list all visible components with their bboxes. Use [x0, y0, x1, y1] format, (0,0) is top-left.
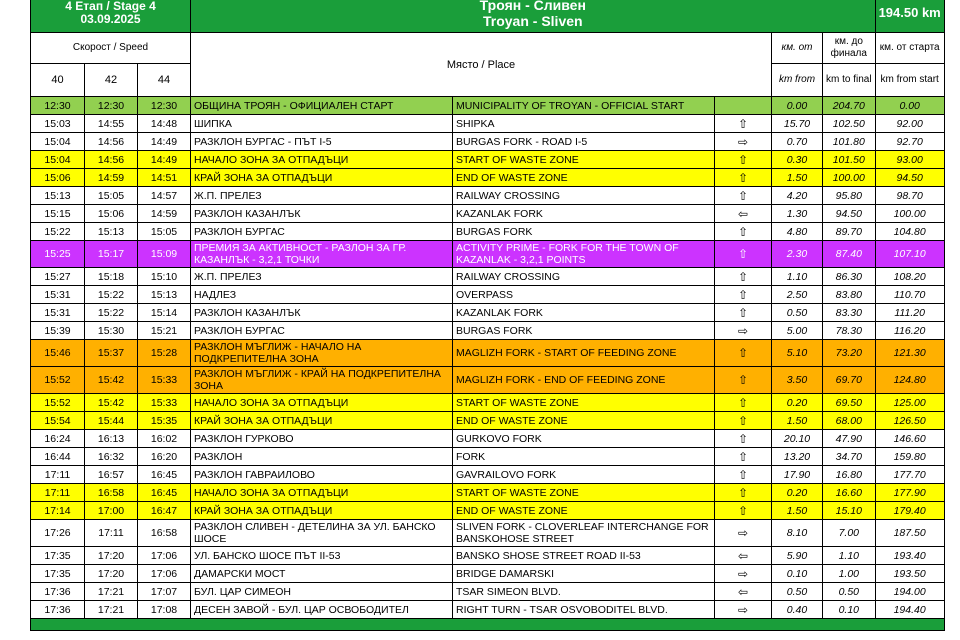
km-start-cell: 0.00: [875, 97, 944, 115]
km-start-cell: 98.70: [875, 187, 944, 205]
km-to-cell: 0.10: [823, 601, 876, 619]
place-bg-cell: РАЗКЛОН БУРГАС - ПЪТ I-5: [191, 133, 453, 151]
table-row: [31, 205, 945, 223]
time-42-cell: 12:30: [85, 97, 138, 115]
time-40-cell: 15:22: [31, 223, 85, 241]
place-bg-cell: ПРЕМИЯ ЗА АКТИВНОСТ - РАЗЛОН ЗА ГР. КАЗАНЛЪК - 3,2,1 ТОЧКИ: [191, 241, 453, 268]
direction-icon: ⇧: [715, 484, 772, 502]
route-title-bg: Троян - Сливен: [479, 0, 586, 13]
table-row: [31, 520, 945, 547]
time-42-cell: 15:05: [85, 187, 138, 205]
place-en-cell: ACTIVITY PRIME - FORK FOR THE TOWN OF KAZANLAK - 3,2,1 POINTS: [453, 241, 715, 268]
time-44-cell: 15:35: [138, 412, 191, 430]
km-to-cell: 68.00: [823, 412, 876, 430]
direction-icon: ⇧: [715, 394, 772, 412]
time-42-cell: 17:20: [85, 547, 138, 565]
km-from-cell: 1.50: [772, 502, 823, 520]
time-42-cell: 15:42: [85, 367, 138, 394]
km-start-cell: 94.50: [875, 169, 944, 187]
time-40-cell: 15:52: [31, 394, 85, 412]
time-42-cell: 15:13: [85, 223, 138, 241]
km-to-cell: 47.90: [823, 430, 876, 448]
km-to-header-bg: км. до финала: [823, 33, 876, 64]
footer-band-cell: [31, 619, 945, 631]
time-44-cell: 17:07: [138, 583, 191, 601]
time-40-cell: 17:11: [31, 466, 85, 484]
time-42-cell: 16:57: [85, 466, 138, 484]
km-from-header-en: km from: [772, 64, 823, 97]
km-to-cell: 78.30: [823, 322, 876, 340]
table-row: [31, 583, 945, 601]
km-to-cell: 101.50: [823, 151, 876, 169]
time-40-cell: 15:39: [31, 322, 85, 340]
direction-icon: ⇦: [715, 583, 772, 601]
km-from-cell: 0.20: [772, 484, 823, 502]
km-to-cell: 86.30: [823, 268, 876, 286]
time-40-cell: 17:35: [31, 565, 85, 583]
place-en-cell: END OF WASTE ZONE: [453, 502, 715, 520]
place-en-cell: GURKOVO FORK: [453, 430, 715, 448]
speed-42-header: 42: [85, 64, 138, 97]
km-to-cell: 87.40: [823, 241, 876, 268]
km-start-cell: 104.80: [875, 223, 944, 241]
km-start-cell: 110.70: [875, 286, 944, 304]
place-en-cell: START OF WASTE ZONE: [453, 151, 715, 169]
km-from-cell: 0.20: [772, 394, 823, 412]
table-row: [31, 187, 945, 205]
km-start-cell: 108.20: [875, 268, 944, 286]
time-42-cell: 15:18: [85, 268, 138, 286]
km-to-cell: 73.20: [823, 340, 876, 367]
direction-icon: ⇧: [715, 412, 772, 430]
direction-icon: ⇧: [715, 241, 772, 268]
km-from-cell: 2.30: [772, 241, 823, 268]
km-to-cell: 102.50: [823, 115, 876, 133]
km-start-cell: 159.80: [875, 448, 944, 466]
place-bg-cell: Ж.П. ПРЕЛЕЗ: [191, 187, 453, 205]
time-44-cell: 14:48: [138, 115, 191, 133]
place-en-cell: RAILWAY CROSSING: [453, 268, 715, 286]
time-44-cell: 15:13: [138, 286, 191, 304]
direction-icon: ⇧: [715, 502, 772, 520]
time-40-cell: 15:04: [31, 151, 85, 169]
km-to-cell: 83.80: [823, 286, 876, 304]
table-row: [31, 394, 945, 412]
km-to-cell: 83.30: [823, 304, 876, 322]
direction-icon: [715, 97, 772, 115]
time-42-cell: 15:44: [85, 412, 138, 430]
km-start-cell: 193.50: [875, 565, 944, 583]
time-40-cell: 12:30: [31, 97, 85, 115]
km-start-cell: 177.90: [875, 484, 944, 502]
time-44-cell: 15:05: [138, 223, 191, 241]
place-en-cell: BANSKO SHOSE STREET ROAD II-53: [453, 547, 715, 565]
km-start-header-en: km from start: [875, 64, 944, 97]
km-from-cell: 8.10: [772, 520, 823, 547]
direction-icon: ⇧: [715, 304, 772, 322]
km-from-cell: 20.10: [772, 430, 823, 448]
km-from-cell: 13.20: [772, 448, 823, 466]
table-row: [31, 286, 945, 304]
time-40-cell: 15:46: [31, 340, 85, 367]
table-row: [31, 466, 945, 484]
km-to-header-en: km to final: [823, 64, 876, 97]
table-row: [31, 502, 945, 520]
direction-icon: ⇨: [715, 520, 772, 547]
time-42-cell: 15:17: [85, 241, 138, 268]
time-40-cell: 17:11: [31, 484, 85, 502]
km-from-cell: 2.50: [772, 286, 823, 304]
place-en-cell: RIGHT TURN - TSAR OSVOBODITEL BLVD.: [453, 601, 715, 619]
time-44-cell: 15:14: [138, 304, 191, 322]
km-from-cell: 0.70: [772, 133, 823, 151]
km-to-cell: 89.70: [823, 223, 876, 241]
place-en-cell: BRIDGE DAMARSKI: [453, 565, 715, 583]
time-42-cell: 14:56: [85, 151, 138, 169]
time-40-cell: 15:27: [31, 268, 85, 286]
time-42-cell: 17:00: [85, 502, 138, 520]
time-42-cell: 17:20: [85, 565, 138, 583]
itinerary-table: [30, 0, 945, 631]
table-row: [31, 367, 945, 394]
km-to-cell: 7.00: [823, 520, 876, 547]
time-42-cell: 15:37: [85, 340, 138, 367]
km-start-header-bg: км. от старта: [875, 33, 944, 64]
time-42-cell: 17:21: [85, 583, 138, 601]
place-bg-cell: НАЧАЛО ЗОНА ЗА ОТПАДЪЦИ: [191, 484, 453, 502]
time-42-cell: 16:13: [85, 430, 138, 448]
km-to-cell: 16.80: [823, 466, 876, 484]
place-bg-cell: РАЗКЛОН МЪГЛИЖ - КРАЙ НА ПОДКРЕПИТЕЛНА ЗОНА: [191, 367, 453, 394]
km-start-cell: 116.20: [875, 322, 944, 340]
km-start-cell: 93.00: [875, 151, 944, 169]
time-40-cell: 17:36: [31, 583, 85, 601]
time-44-cell: 15:21: [138, 322, 191, 340]
km-from-cell: 1.10: [772, 268, 823, 286]
footer-band: [31, 619, 945, 631]
km-from-cell: 4.80: [772, 223, 823, 241]
km-from-cell: 4.20: [772, 187, 823, 205]
time-42-cell: 15:22: [85, 304, 138, 322]
km-start-cell: 177.70: [875, 466, 944, 484]
speed-40-header: 40: [31, 64, 85, 97]
table-body: [31, 0, 945, 631]
time-42-cell: 14:59: [85, 169, 138, 187]
direction-icon: ⇨: [715, 322, 772, 340]
time-44-cell: 16:58: [138, 520, 191, 547]
route-title-en: Troyan - Sliven: [482, 12, 583, 29]
km-from-cell: 5.10: [772, 340, 823, 367]
place-bg-cell: ОБЩИНА ТРОЯН - ОФИЦИАЛЕН СТАРТ: [191, 97, 453, 115]
table-row: [31, 565, 945, 583]
time-44-cell: 15:33: [138, 394, 191, 412]
km-from-cell: 3.50: [772, 367, 823, 394]
table-row: [31, 151, 945, 169]
stage-date: 03.09.2025: [80, 11, 141, 26]
table-row: [31, 340, 945, 367]
km-to-cell: 1.00: [823, 565, 876, 583]
time-44-cell: 14:57: [138, 187, 191, 205]
total-distance: 194.50 km: [875, 0, 944, 33]
time-40-cell: 15:31: [31, 286, 85, 304]
time-42-cell: 15:42: [85, 394, 138, 412]
km-to-cell: 0.50: [823, 583, 876, 601]
time-40-cell: 15:31: [31, 304, 85, 322]
table-row: [31, 601, 945, 619]
direction-icon: ⇧: [715, 340, 772, 367]
time-44-cell: 14:51: [138, 169, 191, 187]
place-bg-cell: РАЗКЛОН: [191, 448, 453, 466]
place-en-cell: OVERPASS: [453, 286, 715, 304]
direction-icon: ⇧: [715, 367, 772, 394]
time-44-cell: 15:28: [138, 340, 191, 367]
time-44-cell: 17:08: [138, 601, 191, 619]
km-from-header-bg: км. от: [772, 33, 823, 64]
km-to-cell: 34.70: [823, 448, 876, 466]
time-40-cell: 17:36: [31, 601, 85, 619]
direction-icon: ⇦: [715, 205, 772, 223]
km-start-cell: 146.60: [875, 430, 944, 448]
time-44-cell: 14:49: [138, 133, 191, 151]
place-en-cell: START OF WASTE ZONE: [453, 484, 715, 502]
table-row: [31, 430, 945, 448]
place-en-cell: END OF WASTE ZONE: [453, 169, 715, 187]
km-start-cell: 107.10: [875, 241, 944, 268]
direction-icon: ⇧: [715, 151, 772, 169]
time-40-cell: 17:26: [31, 520, 85, 547]
direction-icon: ⇧: [715, 187, 772, 205]
km-start-cell: 92.00: [875, 115, 944, 133]
time-42-cell: 17:11: [85, 520, 138, 547]
place-bg-cell: РАЗКЛОН КАЗАНЛЪК: [191, 304, 453, 322]
time-40-cell: 17:35: [31, 547, 85, 565]
table-row: [31, 322, 945, 340]
km-start-cell: 121.30: [875, 340, 944, 367]
table-row: [31, 268, 945, 286]
time-44-cell: 14:49: [138, 151, 191, 169]
time-44-cell: 16:45: [138, 466, 191, 484]
time-44-cell: 16:47: [138, 502, 191, 520]
place-bg-cell: БУЛ. ЦАР СИМЕОН: [191, 583, 453, 601]
time-42-cell: 14:55: [85, 115, 138, 133]
place-en-cell: BURGAS FORK: [453, 223, 715, 241]
place-bg-cell: ДЕСЕН ЗАВОЙ - БУЛ. ЦАР ОСВОБОДИТЕЛ: [191, 601, 453, 619]
km-to-cell: 1.10: [823, 547, 876, 565]
time-40-cell: 15:52: [31, 367, 85, 394]
place-bg-cell: ДАМАРСКИ МОСТ: [191, 565, 453, 583]
direction-icon: ⇨: [715, 565, 772, 583]
time-42-cell: 15:06: [85, 205, 138, 223]
km-from-cell: 15.70: [772, 115, 823, 133]
km-to-cell: 100.00: [823, 169, 876, 187]
km-from-cell: 5.00: [772, 322, 823, 340]
stage-label: 4 Етап / Stage 4: [65, 0, 156, 13]
place-en-cell: SLIVEN FORK - CLOVERLEAF INTERCHANGE FOR BANSKOHOSE STREET: [453, 520, 715, 547]
km-start-cell: 125.00: [875, 394, 944, 412]
place-en-cell: KAZANLAK FORK: [453, 304, 715, 322]
place-en-cell: KAZANLAK FORK: [453, 205, 715, 223]
table-row: [31, 304, 945, 322]
direction-icon: ⇦: [715, 547, 772, 565]
table-row: [31, 97, 945, 115]
time-44-cell: 15:09: [138, 241, 191, 268]
km-from-cell: 1.50: [772, 412, 823, 430]
place-bg-cell: РАЗКЛОН ГАВРАИЛОВО: [191, 466, 453, 484]
time-42-cell: 15:22: [85, 286, 138, 304]
place-bg-cell: РАЗКЛОН СЛИВЕН - ДЕТЕЛИНА ЗА УЛ. БАНСКО ШОСЕ: [191, 520, 453, 547]
time-42-cell: 17:21: [85, 601, 138, 619]
place-bg-cell: ШИПКА: [191, 115, 453, 133]
place-bg-cell: РАЗКЛОН МЪГЛИЖ - НАЧАЛО НА ПОДКРЕПИТЕЛНА ЗОНА: [191, 340, 453, 367]
place-en-cell: FORK: [453, 448, 715, 466]
time-40-cell: 15:04: [31, 133, 85, 151]
place-header: Място / Place: [191, 33, 772, 97]
place-en-cell: MAGLIZH FORK - END OF FEEDING ZONE: [453, 367, 715, 394]
km-from-cell: 17.90: [772, 466, 823, 484]
km-to-cell: 69.50: [823, 394, 876, 412]
place-bg-cell: РАЗКЛОН БУРГАС: [191, 322, 453, 340]
time-44-cell: 14:59: [138, 205, 191, 223]
place-bg-cell: НАЧАЛО ЗОНА ЗА ОТПАДЪЦИ: [191, 151, 453, 169]
km-start-cell: 179.40: [875, 502, 944, 520]
place-bg-cell: Ж.П. ПРЕЛЕЗ: [191, 268, 453, 286]
place-bg-cell: КРАЙ ЗОНА ЗА ОТПАДЪЦИ: [191, 169, 453, 187]
km-to-cell: 101.80: [823, 133, 876, 151]
table-row: [31, 133, 945, 151]
km-to-cell: 16.60: [823, 484, 876, 502]
table-row: [31, 448, 945, 466]
km-from-cell: 0.40: [772, 601, 823, 619]
direction-icon: ⇨: [715, 601, 772, 619]
direction-icon: ⇧: [715, 448, 772, 466]
place-en-cell: MAGLIZH FORK - START OF FEEDING ZONE: [453, 340, 715, 367]
place-bg-cell: РАЗКЛОН КАЗАНЛЪК: [191, 205, 453, 223]
header-row: [31, 0, 945, 33]
km-start-cell: 194.00: [875, 583, 944, 601]
km-to-cell: 15.10: [823, 502, 876, 520]
time-44-cell: 12:30: [138, 97, 191, 115]
table-row: [31, 115, 945, 133]
direction-icon: ⇧: [715, 115, 772, 133]
km-from-cell: 1.30: [772, 205, 823, 223]
km-to-cell: 69.70: [823, 367, 876, 394]
km-start-cell: 124.80: [875, 367, 944, 394]
place-en-cell: START OF WASTE ZONE: [453, 394, 715, 412]
direction-icon: ⇨: [715, 133, 772, 151]
subheader-row-1: [31, 33, 945, 64]
km-from-cell: 0.10: [772, 565, 823, 583]
km-start-cell: 92.70: [875, 133, 944, 151]
place-en-cell: TSAR SIMEON BLVD.: [453, 583, 715, 601]
km-start-cell: 187.50: [875, 520, 944, 547]
table-row: [31, 412, 945, 430]
time-44-cell: 16:02: [138, 430, 191, 448]
stage-cell: [31, 0, 191, 33]
time-42-cell: 15:30: [85, 322, 138, 340]
direction-icon: ⇧: [715, 430, 772, 448]
place-en-cell: BURGAS FORK - ROAD I-5: [453, 133, 715, 151]
km-to-cell: 94.50: [823, 205, 876, 223]
place-bg-cell: РАЗКЛОН ГУРКОВО: [191, 430, 453, 448]
place-bg-cell: КРАЙ ЗОНА ЗА ОТПАДЪЦИ: [191, 412, 453, 430]
table-row: [31, 223, 945, 241]
place-en-cell: GAVRAILOVO FORK: [453, 466, 715, 484]
km-start-cell: 193.40: [875, 547, 944, 565]
table-row: [31, 169, 945, 187]
direction-icon: ⇧: [715, 466, 772, 484]
km-from-cell: 0.50: [772, 583, 823, 601]
time-42-cell: 14:56: [85, 133, 138, 151]
speed-header: Скорост / Speed: [31, 33, 191, 64]
direction-icon: ⇧: [715, 223, 772, 241]
time-40-cell: 16:44: [31, 448, 85, 466]
place-bg-cell: НАЧАЛО ЗОНА ЗА ОТПАДЪЦИ: [191, 394, 453, 412]
km-from-cell: 1.50: [772, 169, 823, 187]
time-44-cell: 16:45: [138, 484, 191, 502]
place-bg-cell: УЛ. БАНСКО ШОСЕ ПЪТ II-53: [191, 547, 453, 565]
time-40-cell: 15:54: [31, 412, 85, 430]
km-from-cell: 5.90: [772, 547, 823, 565]
place-en-cell: SHIPKA: [453, 115, 715, 133]
place-en-cell: MUNICIPALITY OF TROYAN - OFFICIAL START: [453, 97, 715, 115]
table-row: [31, 484, 945, 502]
place-en-cell: RAILWAY CROSSING: [453, 187, 715, 205]
km-start-cell: 194.40: [875, 601, 944, 619]
time-44-cell: 15:33: [138, 367, 191, 394]
table-row: [31, 547, 945, 565]
time-42-cell: 16:58: [85, 484, 138, 502]
direction-icon: ⇧: [715, 169, 772, 187]
time-42-cell: 16:32: [85, 448, 138, 466]
direction-icon: ⇧: [715, 286, 772, 304]
speed-44-header: 44: [138, 64, 191, 97]
place-bg-cell: НАДЛЕЗ: [191, 286, 453, 304]
time-40-cell: 15:25: [31, 241, 85, 268]
time-44-cell: 17:06: [138, 547, 191, 565]
km-from-cell: 0.50: [772, 304, 823, 322]
km-start-cell: 100.00: [875, 205, 944, 223]
time-40-cell: 16:24: [31, 430, 85, 448]
km-from-cell: 0.00: [772, 97, 823, 115]
km-start-cell: 111.20: [875, 304, 944, 322]
km-start-cell: 126.50: [875, 412, 944, 430]
km-to-cell: 204.70: [823, 97, 876, 115]
time-40-cell: 15:13: [31, 187, 85, 205]
place-en-cell: END OF WASTE ZONE: [453, 412, 715, 430]
time-40-cell: 15:15: [31, 205, 85, 223]
place-bg-cell: РАЗКЛОН БУРГАС: [191, 223, 453, 241]
km-from-cell: 0.30: [772, 151, 823, 169]
km-to-cell: 95.80: [823, 187, 876, 205]
time-44-cell: 15:10: [138, 268, 191, 286]
time-40-cell: 15:06: [31, 169, 85, 187]
table-row: [31, 241, 945, 268]
time-40-cell: 17:14: [31, 502, 85, 520]
place-en-cell: BURGAS FORK: [453, 322, 715, 340]
time-44-cell: 16:20: [138, 448, 191, 466]
time-44-cell: 17:06: [138, 565, 191, 583]
route-cell: [191, 0, 876, 33]
time-40-cell: 15:03: [31, 115, 85, 133]
direction-icon: ⇧: [715, 268, 772, 286]
place-bg-cell: КРАЙ ЗОНА ЗА ОТПАДЪЦИ: [191, 502, 453, 520]
